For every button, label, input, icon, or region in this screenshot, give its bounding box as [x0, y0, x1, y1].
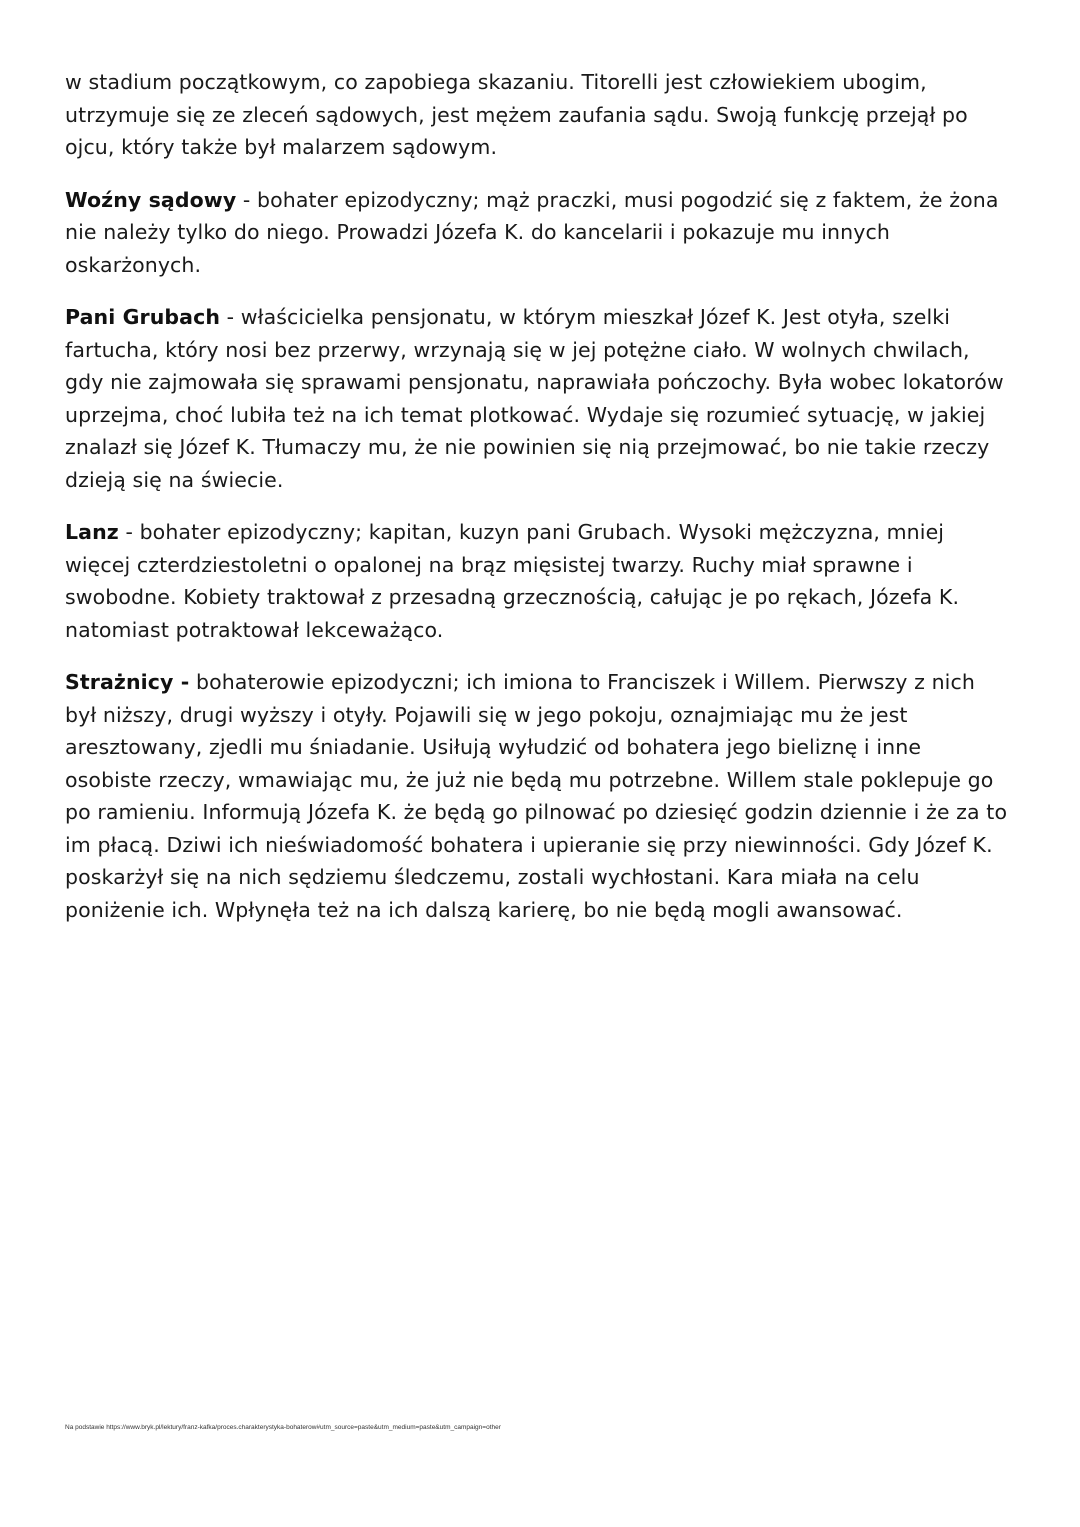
source-footer: Na podstawie https://www.bryk.pl/lektury/franz-kafka/proces.charakterystyka-bohaterow#utm_source=paste&utm_medium=paste&utm_campaign=other	[65, 1424, 501, 1431]
paragraph-text: bohater epizodyczny; kapitan, kuzyn pani Grubach. Wysoki mężczyzna, mniej więcej czterdziestoletni o opalonej na brąz mięsistej twarzy. Ruchy miał sprawne i swobodne. Kobiety traktował z przesadną grzecznością, całując je po rękach, Józefa K. natomiast potraktował lekceważąco.	[65, 520, 960, 642]
paragraph-text: bohater epizodyczny; mąż praczki, musi pogodzić się z faktem, że żona nie należy tylko do niego. Prowadzi Józefa K. do kancelarii i pokazuje mu innych oskarżonych.	[65, 187, 999, 277]
paragraph-text: bohaterowie epizodyczni; ich imiona to Franciszek i Willem. Pierwszy z nich był niższy, drugi wyższy i otyły. Pojawili się w jego pokoju, oznajmiając mu że jest aresztowany, zjedli mu śniadanie. Usiłują wyłudzić od bohatera jego bieliznę i inne osobiste rzeczy, wmawiając mu, że już nie będą mu potrzebne. Willem stale poklepuje go po ramieniu. Informują Józefa K. że będą go pilnować po dziesięć godzin dziennie i że za to im płacą. Dziwi ich nieświadomość bohatera i upieranie się przy niewinności. Gdy Józef K. poskarżył się na nich sędziemu śledczemu, zostali wychłostani. Kara miała na celu poniżenie ich. Wpłynęła też na ich dalszą karierę, bo nie będą mogli awansować.	[65, 670, 1008, 922]
paragraph-text: właścicielka pensjonatu, w którym mieszkał Józef K. Jest otyła, szelki fartucha, który nosi bez przerwy, wrzynają się w jej potężne ciało. W wolnych chwilach, gdy nie zajmowała się sprawami pensjonatu, naprawiała pończochy. Była wobec lokatorów uprzejma, choć lubiła też na ich temat plotkować. Wydaje się rozumieć sytuację, w jakiej znalazł się Józef K. Tłumaczy mu, że nie powinien się nią przejmować, bo nie takie rzeczy dzieją się na świecie.	[65, 305, 1004, 492]
paragraph-text: w stadium początkowym, co zapobiega skazaniu. Titorelli jest człowiekiem ubogim, utrzymuje się ze zleceń sądowych, jest mężem zaufania sądu. Swoją funkcję przejął po ojcu, który także był malarzem sądowym.	[65, 70, 968, 159]
separator: -	[236, 187, 258, 212]
paragraph-straznicy	[65, 666, 1010, 926]
character-name: Pani Grubach	[65, 305, 221, 329]
separator	[189, 670, 196, 694]
character-name: Lanz	[65, 520, 119, 544]
paragraph-lanz	[65, 516, 1010, 646]
separator: -	[118, 520, 140, 544]
character-name: Woźny sądowy	[65, 187, 237, 212]
separator: -	[220, 305, 241, 329]
document-body	[65, 66, 1010, 946]
paragraph-pani-grubach	[65, 301, 1010, 496]
character-name: Strażnicy -	[65, 670, 190, 694]
paragraph-wozny-sadowy	[65, 184, 1010, 282]
paragraph-titorelli-continued	[65, 66, 1010, 164]
